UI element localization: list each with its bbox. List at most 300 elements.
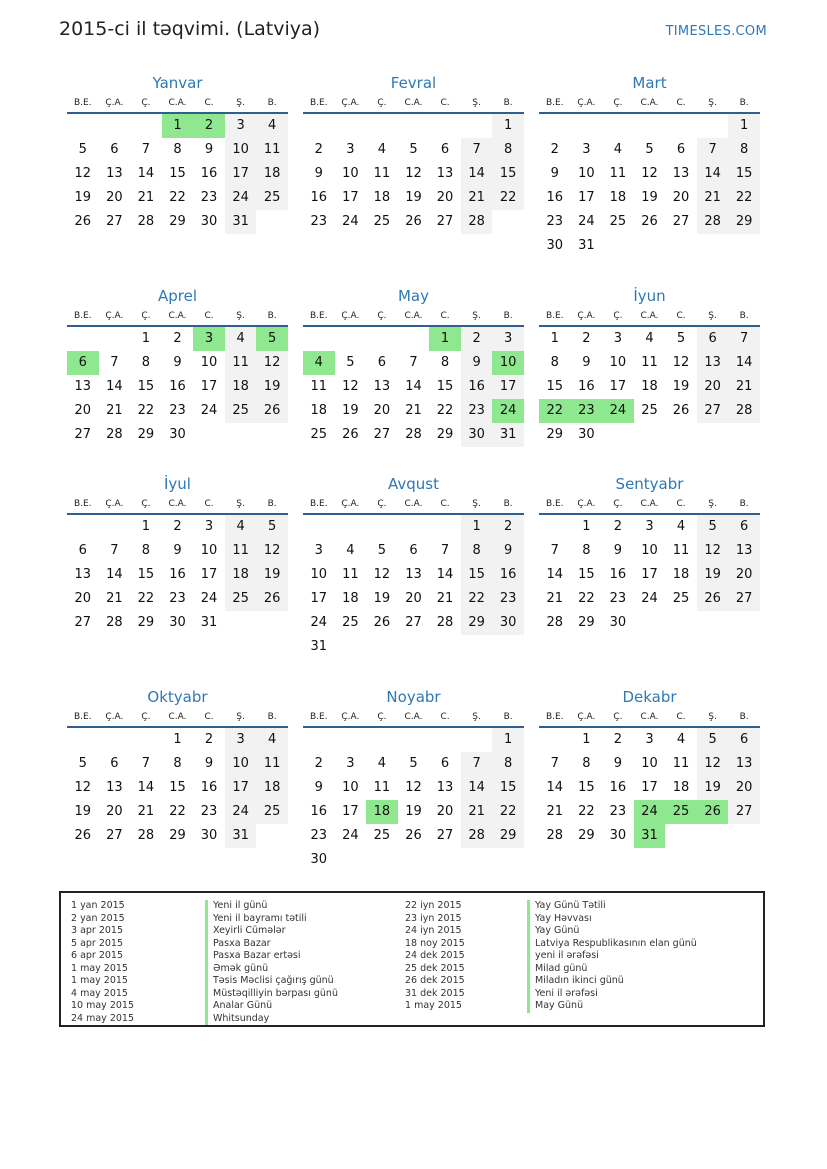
day-cell: 7 bbox=[110, 355, 119, 370]
day-cell: 6 bbox=[409, 543, 418, 558]
day-cell: 3 bbox=[314, 543, 323, 558]
day-cell: 30 bbox=[310, 852, 328, 867]
day-cell: 7 bbox=[728, 327, 760, 351]
month-6 bbox=[539, 285, 760, 447]
empty-cell bbox=[303, 515, 335, 539]
day-cell: 5 bbox=[409, 142, 418, 157]
day-cell: 23 bbox=[169, 403, 186, 418]
day-cell: 17 bbox=[200, 379, 218, 394]
day-cell: 2 bbox=[550, 142, 559, 157]
day-cell: 26 bbox=[697, 587, 729, 611]
weekday-label: B.E. bbox=[73, 98, 92, 108]
day-cell: 20 bbox=[436, 190, 454, 205]
day-cell: 8 bbox=[440, 355, 450, 370]
weekday-label: C. bbox=[440, 499, 450, 509]
day-cell: 5 bbox=[409, 756, 418, 771]
legend-names-left bbox=[205, 900, 338, 1025]
empty-cell bbox=[303, 114, 335, 138]
holiday-date: 22 iyn 2015 bbox=[405, 900, 462, 911]
weekday-label: C. bbox=[204, 499, 214, 509]
day-cell: 25 bbox=[342, 615, 359, 630]
day-cell: 16 bbox=[492, 563, 524, 587]
day-cell: 8 bbox=[461, 539, 493, 563]
day-cell: 9 bbox=[461, 351, 493, 375]
holiday-name: Yeni il günü bbox=[205, 900, 338, 913]
day-cell: 7 bbox=[550, 543, 559, 558]
day-cell: 19 bbox=[74, 190, 92, 205]
day-cell: 1 bbox=[492, 114, 524, 138]
day-cell: 19 bbox=[256, 375, 288, 399]
day-grid bbox=[539, 114, 760, 258]
empty-cell bbox=[539, 114, 571, 138]
day-cell: 5 bbox=[645, 142, 654, 157]
day-cell: 18 bbox=[342, 591, 359, 606]
day-cell: 9 bbox=[314, 166, 323, 181]
day-cell: 18 bbox=[366, 800, 398, 824]
day-cell: 1 bbox=[173, 732, 182, 747]
weekday-label: C.A. bbox=[640, 311, 659, 321]
empty-cell bbox=[398, 515, 430, 539]
empty-cell bbox=[398, 327, 430, 351]
day-cell: 26 bbox=[342, 427, 359, 442]
day-cell: 31 bbox=[200, 615, 218, 630]
day-cell: 5 bbox=[78, 756, 87, 771]
day-cell: 28 bbox=[106, 615, 123, 630]
day-cell: 7 bbox=[461, 138, 493, 162]
day-cell: 5 bbox=[256, 327, 288, 351]
day-cell: 15 bbox=[728, 162, 760, 186]
empty-cell bbox=[67, 728, 99, 752]
month-name: Oktyabr bbox=[147, 688, 208, 706]
day-cell: 9 bbox=[613, 543, 623, 558]
day-cell: 24 bbox=[225, 186, 257, 210]
day-cell: 19 bbox=[256, 563, 288, 587]
day-cell: 6 bbox=[67, 351, 99, 375]
day-cell: 12 bbox=[342, 379, 359, 394]
day-cell: 27 bbox=[373, 427, 391, 442]
day-cell: 29 bbox=[728, 210, 760, 234]
day-cell: 30 bbox=[492, 611, 524, 635]
day-cell: 25 bbox=[373, 828, 391, 843]
empty-cell bbox=[697, 114, 729, 138]
weekday-header bbox=[303, 497, 524, 515]
day-cell: 14 bbox=[697, 162, 729, 186]
day-cell: 16 bbox=[609, 780, 627, 795]
day-grid bbox=[303, 327, 524, 447]
weekday-label: B. bbox=[267, 311, 277, 321]
day-cell: 27 bbox=[405, 615, 422, 630]
day-cell: 19 bbox=[697, 776, 729, 800]
weekday-header bbox=[539, 96, 760, 114]
holiday-date: 1 may 2015 bbox=[71, 962, 128, 974]
holiday-name: Miladın ikinci günü bbox=[527, 975, 697, 988]
empty-cell bbox=[634, 114, 666, 138]
day-cell: 27 bbox=[74, 615, 92, 630]
day-cell: 17 bbox=[578, 190, 595, 205]
month-9 bbox=[539, 473, 760, 635]
day-cell: 10 bbox=[492, 351, 524, 375]
day-cell: 25 bbox=[609, 214, 627, 229]
day-grid bbox=[539, 728, 760, 848]
day-cell: 12 bbox=[373, 567, 391, 582]
weekday-label: C.A. bbox=[404, 712, 423, 722]
day-cell: 27 bbox=[728, 587, 760, 611]
day-cell: 21 bbox=[405, 403, 422, 418]
day-cell: 16 bbox=[169, 567, 186, 582]
weekday-label: Ç. bbox=[377, 98, 387, 108]
day-cell: 17 bbox=[200, 567, 218, 582]
weekday-label: Ş. bbox=[708, 499, 717, 509]
empty-cell bbox=[335, 728, 367, 752]
day-cell: 10 bbox=[641, 543, 658, 558]
day-cell: 15 bbox=[578, 780, 595, 795]
day-cell: 28 bbox=[697, 210, 729, 234]
day-cell: 9 bbox=[204, 756, 214, 771]
month-name: Sentyabr bbox=[615, 475, 684, 493]
weekday-label: Ç.A. bbox=[577, 311, 596, 321]
weekday-label: B. bbox=[267, 499, 277, 509]
day-cell: 22 bbox=[578, 591, 595, 606]
weekday-label: Ş. bbox=[708, 712, 717, 722]
day-cell: 20 bbox=[436, 804, 454, 819]
day-cell: 15 bbox=[492, 776, 524, 800]
day-cell: 2 bbox=[314, 142, 323, 157]
day-cell: 4 bbox=[303, 351, 335, 375]
weekday-label: B.E. bbox=[545, 712, 564, 722]
day-cell: 9 bbox=[613, 756, 623, 771]
day-cell: 12 bbox=[697, 752, 729, 776]
day-cell: 6 bbox=[110, 756, 119, 771]
day-cell: 13 bbox=[74, 379, 92, 394]
holiday-name: Pasxa Bazar bbox=[205, 938, 338, 951]
holiday-date: 1 may 2015 bbox=[71, 975, 128, 986]
empty-cell bbox=[366, 515, 398, 539]
day-cell: 15 bbox=[578, 567, 595, 582]
weekday-label: B.E. bbox=[545, 98, 564, 108]
day-cell: 6 bbox=[440, 756, 450, 771]
weekday-label: Ş. bbox=[472, 499, 481, 509]
day-cell: 23 bbox=[169, 591, 186, 606]
month-name: Mart bbox=[632, 74, 667, 92]
holiday-date: 5 apr 2015 bbox=[71, 937, 124, 949]
day-cell: 31 bbox=[225, 824, 257, 848]
day-cell: 12 bbox=[256, 539, 288, 563]
empty-cell bbox=[398, 728, 430, 752]
legend-names-right bbox=[527, 900, 697, 1013]
day-cell: 1 bbox=[162, 114, 194, 138]
day-cell: 6 bbox=[377, 355, 387, 370]
empty-cell bbox=[130, 114, 162, 138]
day-cell: 14 bbox=[137, 780, 155, 795]
day-cell: 25 bbox=[672, 591, 690, 606]
day-cell: 10 bbox=[225, 752, 257, 776]
weekday-label: Ç. bbox=[141, 712, 151, 722]
empty-cell bbox=[539, 515, 571, 539]
day-cell: 30 bbox=[169, 615, 186, 630]
weekday-header bbox=[539, 309, 760, 327]
empty-cell bbox=[461, 728, 493, 752]
day-cell: 21 bbox=[461, 800, 493, 824]
weekday-label: Ş. bbox=[472, 712, 481, 722]
day-cell: 2 bbox=[461, 327, 493, 351]
month-name: İyul bbox=[164, 475, 191, 493]
day-cell: 28 bbox=[106, 427, 123, 442]
day-cell: 10 bbox=[342, 780, 359, 795]
day-cell: 9 bbox=[492, 539, 524, 563]
day-cell: 9 bbox=[314, 780, 323, 795]
day-cell: 15 bbox=[137, 379, 155, 394]
month-5 bbox=[303, 285, 524, 447]
weekday-header bbox=[303, 96, 524, 114]
weekday-label: C.A. bbox=[168, 712, 187, 722]
weekday-header bbox=[539, 497, 760, 515]
day-cell: 25 bbox=[641, 403, 658, 418]
day-cell: 15 bbox=[546, 379, 564, 394]
day-cell: 12 bbox=[641, 166, 658, 181]
day-cell: 2 bbox=[173, 331, 182, 346]
weekday-label: Ş. bbox=[708, 311, 717, 321]
day-cell: 30 bbox=[546, 238, 564, 253]
day-cell: 30 bbox=[461, 423, 493, 447]
weekday-label: B. bbox=[739, 98, 749, 108]
day-cell: 2 bbox=[582, 331, 591, 346]
day-cell: 20 bbox=[106, 190, 123, 205]
weekday-label: C.A. bbox=[640, 499, 659, 509]
day-cell: 14 bbox=[546, 780, 564, 795]
day-cell: 9 bbox=[550, 166, 559, 181]
day-cell: 2 bbox=[314, 756, 323, 771]
month-10 bbox=[67, 686, 288, 848]
day-cell: 25 bbox=[256, 186, 288, 210]
day-cell: 23 bbox=[310, 214, 328, 229]
day-cell: 26 bbox=[256, 587, 288, 611]
day-cell: 19 bbox=[373, 591, 391, 606]
weekday-label: Ç.A. bbox=[577, 98, 596, 108]
day-cell: 17 bbox=[225, 776, 257, 800]
day-cell: 28 bbox=[728, 399, 760, 423]
day-cell: 18 bbox=[641, 379, 658, 394]
day-cell: 27 bbox=[672, 214, 690, 229]
day-cell: 24 bbox=[310, 615, 328, 630]
empty-cell bbox=[335, 327, 367, 351]
day-cell: 3 bbox=[204, 519, 214, 534]
weekday-header bbox=[67, 309, 288, 327]
weekday-label: Ç.A. bbox=[341, 499, 360, 509]
month-2 bbox=[303, 72, 524, 234]
day-cell: 4 bbox=[256, 114, 288, 138]
day-cell: 3 bbox=[645, 732, 654, 747]
day-cell: 22 bbox=[492, 186, 524, 210]
weekday-header bbox=[67, 96, 288, 114]
empty-cell bbox=[99, 114, 131, 138]
day-cell: 26 bbox=[697, 800, 729, 824]
day-cell: 3 bbox=[613, 331, 623, 346]
weekday-label: B. bbox=[503, 98, 513, 108]
day-cell: 27 bbox=[74, 427, 92, 442]
day-cell: 13 bbox=[672, 166, 690, 181]
day-cell: 20 bbox=[728, 563, 760, 587]
holiday-date: 6 apr 2015 bbox=[71, 950, 124, 961]
day-cell: 5 bbox=[697, 515, 729, 539]
weekday-label: B.E. bbox=[545, 311, 564, 321]
weekday-label: Ç.A. bbox=[105, 499, 124, 509]
day-cell: 29 bbox=[546, 427, 564, 442]
day-cell: 2 bbox=[173, 519, 182, 534]
day-cell: 14 bbox=[461, 162, 493, 186]
day-grid bbox=[539, 327, 760, 447]
day-cell: 31 bbox=[492, 423, 524, 447]
day-cell: 21 bbox=[546, 591, 564, 606]
day-cell: 26 bbox=[641, 214, 658, 229]
day-cell: 8 bbox=[141, 355, 151, 370]
day-cell: 18 bbox=[609, 190, 627, 205]
day-cell: 22 bbox=[137, 403, 155, 418]
day-cell: 11 bbox=[342, 567, 359, 582]
empty-cell bbox=[303, 327, 335, 351]
day-cell: 25 bbox=[225, 587, 257, 611]
holiday-date: 10 may 2015 bbox=[71, 1000, 135, 1011]
day-cell: 22 bbox=[436, 403, 454, 418]
day-cell: 11 bbox=[256, 138, 288, 162]
day-cell: 7 bbox=[697, 138, 729, 162]
day-cell: 20 bbox=[373, 403, 391, 418]
day-cell: 24 bbox=[225, 800, 257, 824]
empty-cell bbox=[398, 114, 430, 138]
day-cell: 19 bbox=[74, 804, 92, 819]
day-cell: 5 bbox=[78, 142, 87, 157]
holiday-name: Yay Həvvası bbox=[527, 913, 697, 926]
day-cell: 23 bbox=[571, 399, 603, 423]
holiday-date: 26 dek 2015 bbox=[405, 975, 465, 986]
day-cell: 20 bbox=[672, 190, 690, 205]
day-cell: 29 bbox=[578, 615, 595, 630]
day-cell: 31 bbox=[634, 824, 666, 848]
day-cell: 11 bbox=[225, 351, 257, 375]
day-cell: 1 bbox=[728, 114, 760, 138]
day-cell: 14 bbox=[728, 351, 760, 375]
day-cell: 6 bbox=[728, 515, 760, 539]
day-cell: 2 bbox=[193, 114, 225, 138]
month-1 bbox=[67, 72, 288, 234]
weekday-label: B.E. bbox=[73, 311, 92, 321]
weekday-header bbox=[539, 710, 760, 728]
day-cell: 2 bbox=[204, 732, 214, 747]
day-cell: 30 bbox=[609, 828, 627, 843]
day-cell: 4 bbox=[645, 331, 654, 346]
holiday-name: Yeni il bayramı tətili bbox=[205, 913, 338, 926]
day-cell: 12 bbox=[74, 780, 92, 795]
day-cell: 18 bbox=[256, 162, 288, 186]
day-cell: 5 bbox=[697, 728, 729, 752]
weekday-label: C.A. bbox=[640, 712, 659, 722]
day-cell: 25 bbox=[310, 427, 328, 442]
day-cell: 16 bbox=[310, 190, 328, 205]
empty-cell bbox=[99, 515, 131, 539]
weekday-label: B.E. bbox=[309, 499, 328, 509]
day-cell: 18 bbox=[310, 403, 328, 418]
month-11 bbox=[303, 686, 524, 872]
weekday-label: C.A. bbox=[640, 98, 659, 108]
day-cell: 12 bbox=[697, 539, 729, 563]
day-cell: 28 bbox=[137, 828, 155, 843]
day-cell: 19 bbox=[405, 190, 422, 205]
empty-cell bbox=[571, 114, 603, 138]
day-cell: 13 bbox=[106, 780, 123, 795]
day-cell: 29 bbox=[137, 427, 155, 442]
weekday-label: Ç.A. bbox=[577, 712, 596, 722]
day-cell: 9 bbox=[204, 142, 214, 157]
day-grid bbox=[303, 728, 524, 872]
day-cell: 31 bbox=[578, 238, 595, 253]
day-cell: 29 bbox=[492, 824, 524, 848]
weekday-label: Ş. bbox=[236, 98, 245, 108]
day-cell: 4 bbox=[613, 142, 623, 157]
day-cell: 4 bbox=[346, 543, 355, 558]
month-4 bbox=[67, 285, 288, 447]
day-cell: 4 bbox=[676, 732, 686, 747]
day-cell: 28 bbox=[546, 828, 564, 843]
weekday-label: Ç. bbox=[141, 311, 151, 321]
weekday-label: C. bbox=[440, 98, 450, 108]
holiday-name: Müstəqilliyin bərpası günü bbox=[205, 988, 338, 1001]
day-cell: 9 bbox=[582, 355, 591, 370]
day-cell: 8 bbox=[173, 756, 182, 771]
day-cell: 26 bbox=[405, 214, 422, 229]
empty-cell bbox=[539, 728, 571, 752]
day-cell: 18 bbox=[225, 375, 257, 399]
day-cell: 23 bbox=[200, 804, 218, 819]
day-cell: 26 bbox=[256, 399, 288, 423]
weekday-label: Ş. bbox=[236, 712, 245, 722]
day-cell: 13 bbox=[728, 539, 760, 563]
day-cell: 4 bbox=[377, 142, 387, 157]
day-cell: 10 bbox=[310, 567, 328, 582]
day-cell: 19 bbox=[697, 563, 729, 587]
day-cell: 15 bbox=[137, 567, 155, 582]
empty-cell bbox=[130, 728, 162, 752]
weekday-label: C.A. bbox=[168, 98, 187, 108]
day-cell: 5 bbox=[676, 331, 686, 346]
day-cell: 8 bbox=[582, 543, 591, 558]
empty-cell bbox=[67, 515, 99, 539]
day-cell: 17 bbox=[310, 591, 328, 606]
day-cell: 10 bbox=[225, 138, 257, 162]
day-cell: 7 bbox=[440, 543, 450, 558]
day-cell: 6 bbox=[728, 728, 760, 752]
holiday-legend bbox=[59, 891, 765, 1027]
day-cell: 22 bbox=[461, 587, 493, 611]
day-cell: 27 bbox=[728, 800, 760, 824]
day-cell: 23 bbox=[461, 399, 493, 423]
day-cell: 23 bbox=[546, 214, 564, 229]
day-cell: 24 bbox=[200, 403, 218, 418]
month-7 bbox=[67, 473, 288, 635]
day-cell: 10 bbox=[641, 756, 658, 771]
weekday-header bbox=[67, 497, 288, 515]
empty-cell bbox=[429, 728, 461, 752]
weekday-label: Ş. bbox=[708, 98, 717, 108]
day-cell: 29 bbox=[578, 828, 595, 843]
day-cell: 5 bbox=[256, 515, 288, 539]
weekday-label: Ç.A. bbox=[577, 499, 596, 509]
holiday-date: 4 may 2015 bbox=[71, 987, 128, 999]
day-cell: 15 bbox=[436, 379, 454, 394]
day-cell: 20 bbox=[405, 591, 422, 606]
brand-logo-text[interactable]: TIMESLES.COM bbox=[665, 24, 767, 39]
weekday-label: Ş. bbox=[236, 499, 245, 509]
weekday-label: B.E. bbox=[309, 98, 328, 108]
weekday-label: C. bbox=[204, 712, 214, 722]
